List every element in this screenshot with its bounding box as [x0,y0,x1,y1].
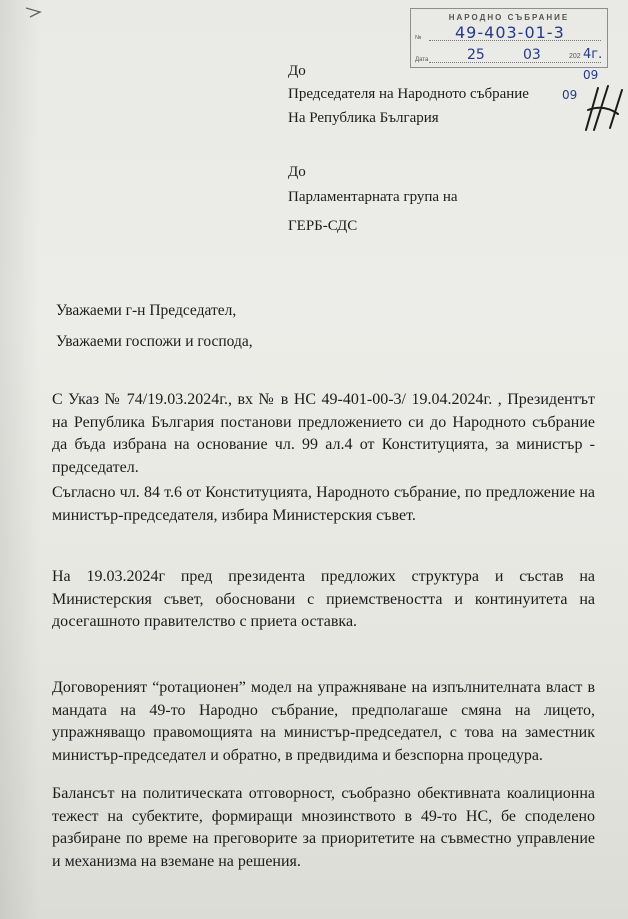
stamp-date-month: 03 [523,47,541,63]
stamp-year-prefix: 202 [569,53,581,60]
recipient-2-line-2: ГЕРБ-СДС [288,218,358,234]
page-shadow [0,0,40,919]
paragraph-constitution: Съгласно чл. 84 т.6 от Конституцията, Народното събрание, по предложение на министър-председателя, избира Министерския съвет. [52,484,595,524]
stamp-title: НАРОДНО СЪБРАНИЕ [448,13,570,22]
salutation-chairman: Уважаеми г-н Председател, [56,302,237,319]
paragraph-decree: С Указ № 74/19.03.2024г., вх № в НС 49-401-00-3/ 19.04.2024г. , Президентът на Република България постанови предложението си до Народното събрание да бъда избрана на основание чл. 99 ал.4 от Конституцията, за министър - председател. [52,391,595,476]
salutation-ladies-gentlemen: Уважаеми госпожи и господа, [56,333,253,350]
paragraph-political-balance: Балансът на политическата отговорност, съобразно обективната коалиционна тежест на субектите, формиращи мнозинството в 49-то НС, бе споделено разбиране по време на преговорите за приоритетите на съвместно управление и механизма на вземане на решения. [52,785,595,870]
recipient-1-to: До [288,63,306,79]
stamp-date-day: 25 [467,47,485,63]
registration-stamp [410,8,608,68]
stamp-number-label: № [415,35,422,41]
paragraph-proposal: На 19.03.2024г пред президента предложих структура и състав на Министерския съвет, обосновани с приемствеността и континуитета на досегашното правителство с приета оставка. [52,568,595,630]
stamp-date-label: Дата [415,57,429,63]
handwritten-note-upper: 09 [583,68,599,82]
recipient-1-line-2: На Република България [288,110,439,126]
handwritten-note-lower: 09 [562,88,578,102]
recipient-1-line-1: Председателя на Народното събрание [288,86,529,102]
handwritten-signature [582,80,624,140]
stamp-year-suffix: 4г. [583,47,603,62]
recipient-2-line-1: Парламентарната група на [288,189,458,205]
paragraph-rotation-model: Договореният “ротационен” модел на упражняване на изпълнителната власт в мандата на 49-то Народно събрание, предполагаше смяна на лицето, упражняващо правомощията на министър-председател, с това на заместник министър-председател и обратно, в предвидима и безспорна процедура. [52,679,595,764]
recipient-2-to: До [288,164,306,180]
stamp-date-line [429,62,601,63]
corner-staple-mark [24,4,46,20]
stamp-number-handwritten: 49-403-01-3 [455,23,565,42]
